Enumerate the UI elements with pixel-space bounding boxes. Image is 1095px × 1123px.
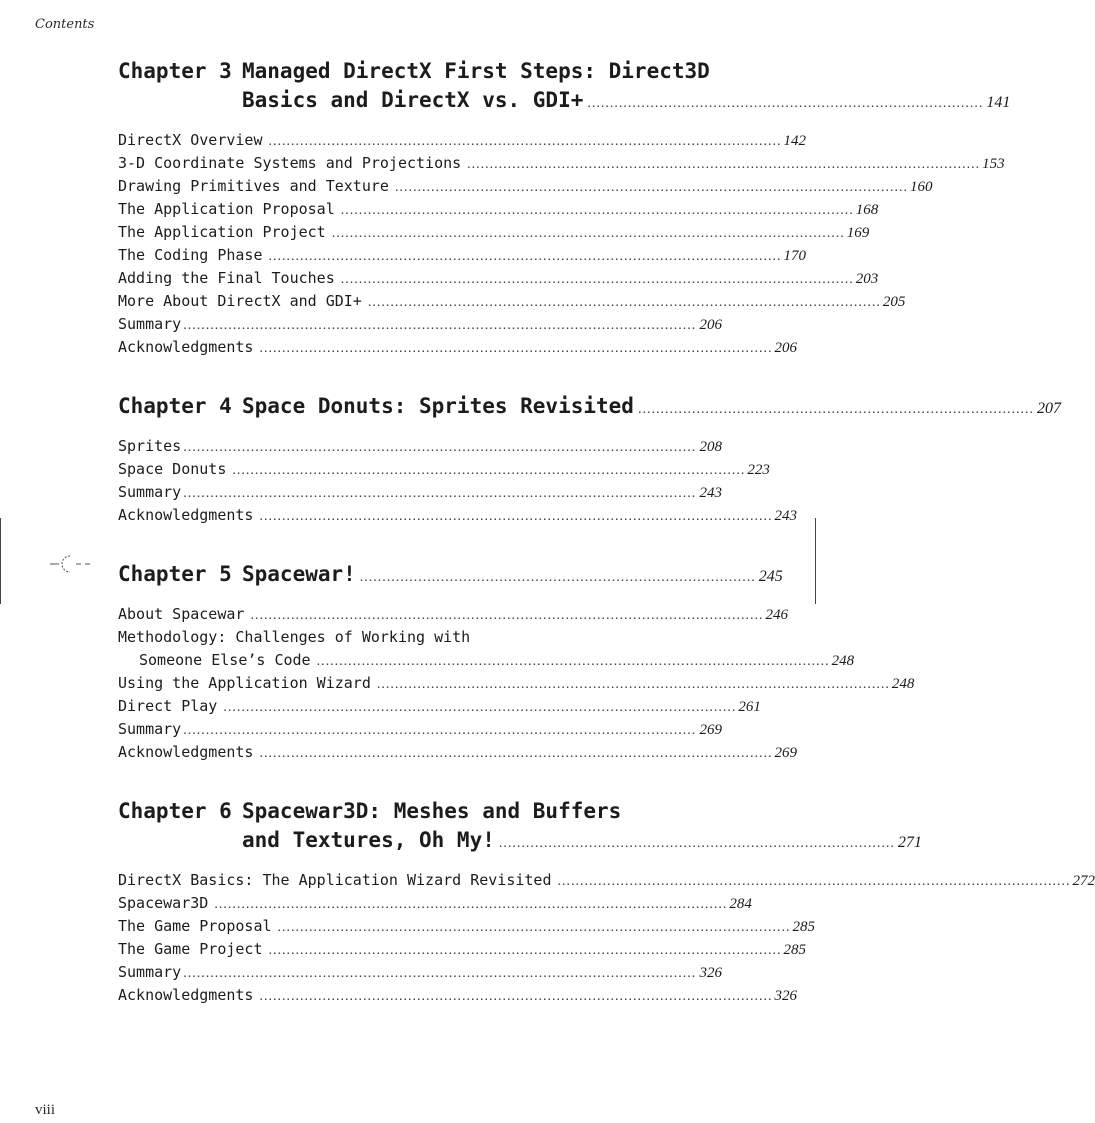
chapter-3-section: [118, 57, 1011, 361]
chapter-6-section: [118, 797, 1095, 1009]
chapter-page-number: 271: [897, 834, 922, 851]
entry-title: The Application Proposal: [118, 200, 335, 218]
leader-dots: ..................................................................................................................: [183, 440, 697, 455]
leader-dots: ..................................................................................................................: [376, 677, 890, 692]
leader-dots: ..................................................................................................................: [232, 463, 746, 478]
chapter-label: Chapter 4: [118, 394, 232, 418]
toc-entry[interactable]: [118, 674, 915, 697]
entry-title: Using the Application Wizard: [118, 674, 371, 692]
entry-title: About Spacewar: [118, 605, 245, 623]
leader-dots: ..................................................................................................................: [259, 341, 773, 356]
entry-page-number: 269: [699, 722, 722, 738]
entry-title: DirectX Overview: [118, 131, 263, 149]
toc-entry[interactable]: [118, 483, 722, 506]
leader-dots: ..................................................................................................................: [277, 920, 791, 935]
entry-page-number: 243: [699, 485, 722, 501]
entry-title: Methodology: Challenges of Working with: [118, 628, 471, 646]
registration-mark-icon: [48, 550, 94, 578]
entry-page-number: 170: [783, 248, 806, 264]
chapter-title: Managed DirectX First Steps: Direct3D: [242, 59, 710, 83]
leader-dots: ........................................................................................: [637, 402, 1034, 417]
leader-dots: ..................................................................................................................: [259, 746, 773, 761]
chapter-4-entries: [118, 437, 797, 529]
toc-entry[interactable]: [118, 200, 879, 223]
entry-title: Summary: [118, 963, 182, 981]
toc-entry[interactable]: [118, 177, 933, 200]
leader-dots: ..................................................................................................................: [183, 318, 697, 333]
chapter-title-continued: Basics and DirectX vs. GDI+: [242, 88, 584, 112]
entry-page-number: 261: [738, 699, 761, 715]
entry-page-number: 269: [774, 745, 797, 761]
entry-title: Acknowledgments: [118, 986, 254, 1004]
entry-page-number: 160: [909, 179, 933, 195]
leader-dots: ..................................................................................................................: [214, 897, 728, 912]
crop-mark-right: [815, 518, 816, 604]
toc-entry[interactable]: [118, 223, 870, 246]
chapter-5-section: [118, 560, 915, 766]
chapter-page-number: 245: [758, 568, 783, 585]
leader-dots: ..................................................................................................................: [340, 272, 854, 287]
chapter-label: Chapter 3: [118, 59, 232, 83]
chapter-6-entries: [118, 871, 1095, 1009]
entry-page-number: 223: [747, 462, 770, 478]
entry-title: The Game Project: [118, 940, 263, 958]
chapter-title: Space Donuts: Sprites Revisited: [242, 394, 634, 418]
toc-entry[interactable]: [118, 940, 806, 963]
toc-entry[interactable]: [118, 871, 1095, 894]
entry-page-number: 203: [855, 271, 879, 287]
page-number-folio: viii: [35, 1102, 56, 1118]
entry-title: Direct Play: [118, 697, 218, 715]
entry-title: Sprites: [118, 437, 182, 455]
chapter-5-entries: [118, 605, 915, 766]
toc-entry[interactable]: [118, 460, 770, 483]
toc-entry[interactable]: [118, 963, 722, 986]
entry-page-number: 205: [882, 294, 906, 310]
chapter-3-heading[interactable]: [118, 57, 1011, 118]
leader-dots: ..................................................................................................................: [183, 723, 697, 738]
leader-dots: ..................................................................................................................: [316, 654, 830, 669]
entry-title: DirectX Basics: The Application Wizard Revisited: [118, 871, 552, 889]
leader-dots: ..................................................................................................................: [467, 157, 981, 172]
toc-entry[interactable]: [118, 154, 1005, 177]
leader-dots: ..................................................................................................................: [340, 203, 854, 218]
toc-entry-continued[interactable]: [118, 651, 855, 674]
entry-title: Summary: [118, 483, 182, 501]
entry-page-number: 243: [774, 508, 797, 524]
toc-entry[interactable]: [118, 605, 788, 628]
leader-dots: ..................................................................................................................: [268, 943, 782, 958]
leader-dots: ..................................................................................................................: [259, 509, 773, 524]
leader-dots: ..................................................................................................................: [367, 295, 881, 310]
toc-entry[interactable]: [118, 697, 761, 720]
entry-page-number: 326: [774, 988, 797, 1004]
leader-dots: ..................................................................................................................: [268, 134, 782, 149]
entry-page-number: 248: [831, 653, 855, 669]
toc-entry-first-line[interactable]: [118, 628, 722, 651]
entry-page-number: 168: [855, 202, 879, 218]
toc-entry[interactable]: [118, 986, 797, 1009]
entry-title: Space Donuts: [118, 460, 227, 478]
leader-dots: ..................................................................................................................: [250, 608, 764, 623]
entry-page-number: 208: [699, 439, 722, 455]
entry-page-number: 285: [792, 919, 816, 935]
toc-entry[interactable]: [118, 246, 806, 269]
leader-dots: ..................................................................................................................: [259, 989, 773, 1004]
toc-entry[interactable]: [118, 437, 722, 460]
entry-title: The Game Proposal: [118, 917, 272, 935]
entry-page-number: 246: [765, 607, 788, 623]
toc-entry[interactable]: [118, 131, 806, 154]
chapter-title: Spacewar3D: Meshes and Buffers: [242, 799, 622, 823]
entry-title: Acknowledgments: [118, 743, 254, 761]
chapter-title-continued: and Textures, Oh My!: [242, 828, 495, 852]
entry-page-number: 142: [783, 133, 806, 149]
chapter-4-heading[interactable]: [118, 392, 1061, 424]
entry-title: Acknowledgments: [118, 338, 254, 356]
chapter-4-section: [118, 392, 1061, 529]
toc-entry[interactable]: [118, 506, 797, 529]
entry-title-continued: Someone Else’s Code: [139, 651, 311, 669]
entry-page-number: 248: [891, 676, 915, 692]
chapter-6-heading[interactable]: [118, 797, 922, 858]
entry-title: Summary: [118, 315, 182, 333]
leader-dots: ........................................................................................: [587, 96, 984, 111]
entry-page-number: 206: [774, 340, 797, 356]
toc-entry[interactable]: [118, 269, 879, 292]
entry-title: Adding the Final Touches: [118, 269, 335, 287]
chapter-page-number: 141: [986, 94, 1011, 111]
chapter-5-heading[interactable]: [118, 560, 783, 592]
entry-title: Spacewar3D: [118, 894, 209, 912]
entry-page-number: 326: [699, 965, 722, 981]
chapter-3-entries: [118, 131, 1005, 361]
leader-dots: ........................................................................................: [498, 836, 895, 851]
toc-entry[interactable]: [118, 894, 752, 917]
leader-dots: ..................................................................................................................: [394, 180, 908, 195]
crop-mark-left: [0, 518, 1, 604]
leader-dots: ..................................................................................................................: [557, 874, 1071, 889]
entry-title: Summary: [118, 720, 182, 738]
entry-page-number: 169: [846, 225, 870, 241]
entry-page-number: 285: [783, 942, 806, 958]
chapter-label: Chapter 5: [118, 562, 232, 586]
toc-entry[interactable]: [118, 917, 816, 940]
entry-page-number: 153: [982, 156, 1005, 172]
entry-title: Drawing Primitives and Texture: [118, 177, 389, 195]
chapter-title: Spacewar!: [242, 562, 356, 586]
leader-dots: ..................................................................................................................: [183, 966, 697, 981]
entry-title: More About DirectX and GDI+: [118, 292, 362, 310]
leader-dots: ........................................................................................: [359, 570, 756, 585]
entry-title: Acknowledgments: [118, 506, 254, 524]
leader-dots: ..................................................................................................................: [331, 226, 845, 241]
toc-entry[interactable]: [118, 338, 797, 361]
running-head: Contents: [35, 17, 95, 32]
entry-title: 3-D Coordinate Systems and Projections: [118, 154, 462, 172]
toc-entry[interactable]: [118, 315, 722, 338]
entry-title: The Coding Phase: [118, 246, 263, 264]
leader-dots: ..................................................................................................................: [183, 486, 697, 501]
chapter-label: Chapter 6: [118, 799, 232, 823]
toc-entry[interactable]: [118, 292, 906, 315]
entry-page-number: 206: [699, 317, 722, 333]
leader-dots: ..................................................................................................................: [268, 249, 782, 264]
chapter-page-number: 207: [1036, 400, 1061, 417]
entry-page-number: 284: [729, 896, 752, 912]
toc-entry[interactable]: [118, 720, 722, 743]
toc-entry[interactable]: [118, 743, 797, 766]
leader-dots: ..................................................................................................................: [223, 700, 737, 715]
entry-page-number: 272: [1072, 873, 1095, 889]
entry-title: The Application Project: [118, 223, 326, 241]
